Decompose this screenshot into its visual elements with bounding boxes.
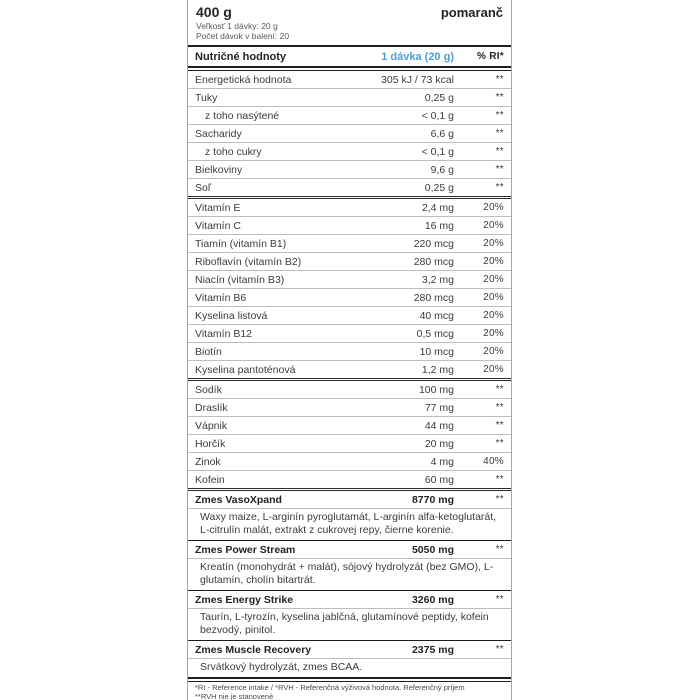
nutrient-value: 9,6 g	[430, 163, 454, 176]
nutrient-label: Tuky	[195, 91, 218, 104]
nutrient-ri-percent: **	[495, 128, 504, 139]
nutrient-ri-percent: 20%	[483, 274, 504, 285]
blend-ingredients-row: Taurín, L-tyrozín, kyselina jablčná, glutamínové peptidy, kofein bezvodý, pinitol.	[188, 608, 511, 640]
nutrient-ri-percent: 20%	[483, 292, 504, 303]
nutrient-row	[188, 252, 511, 270]
nutrient-ri-percent: **	[495, 384, 504, 395]
nutrient-value: 60 mg	[424, 473, 454, 486]
blend-header-row	[188, 640, 511, 658]
nutrient-value: 0,25 g	[424, 181, 454, 194]
nutrient-value: 3,2 mg	[421, 273, 454, 286]
nutrient-value: 6,6 g	[430, 127, 454, 140]
nutrient-value: 100 mg	[418, 383, 454, 396]
footnote-line: **RVH nie je stanovené	[195, 692, 274, 700]
nutrient-ri-percent: **	[495, 92, 504, 103]
nutrient-ri-percent: **	[495, 182, 504, 193]
nutrient-row	[188, 124, 511, 142]
blend-header-row	[188, 491, 511, 508]
product-flavor: pomaranč	[440, 5, 503, 20]
nutrient-row	[188, 106, 511, 124]
nutrient-row	[188, 306, 511, 324]
nutrient-ri-percent: **	[495, 402, 504, 413]
nutrient-value: 44 mg	[424, 419, 454, 432]
nutrient-value: 3260 mg	[411, 593, 454, 606]
nutrient-label: Zmes Energy Strike	[195, 593, 294, 606]
nutrient-ri-percent: **	[495, 494, 504, 505]
nutrient-value: 2,4 mg	[421, 201, 454, 214]
nutrient-label: Kofein	[195, 473, 225, 486]
blend-header-row	[188, 590, 511, 608]
nutrient-row	[188, 216, 511, 234]
nutrient-label: Horčík	[195, 437, 226, 450]
nutrient-row	[188, 270, 511, 288]
nutrient-row	[188, 234, 511, 252]
servings-per-pack-label: Počet dávok v balení: 20	[196, 30, 290, 41]
nutrient-label: Energetická hodnota	[195, 73, 292, 86]
nutrient-ri-percent: 20%	[483, 256, 504, 267]
nutrient-row	[188, 470, 511, 488]
nutrient-label: Sodík	[195, 383, 222, 396]
serving-size-label: Veľkosť 1 dávky: 20 g	[196, 21, 278, 31]
product-weight: 400 g	[196, 4, 232, 20]
nutrient-ri-percent: **	[495, 74, 504, 85]
nutrient-ri-percent: **	[495, 644, 504, 655]
nutrient-label: Kyselina pantoténová	[195, 363, 296, 376]
nutrient-label: Vitamín B12	[195, 327, 253, 340]
column-header-ri: % RI*	[476, 51, 504, 62]
nutrient-ri-percent: **	[495, 164, 504, 175]
nutrient-row	[188, 360, 511, 378]
nutrient-ri-percent: **	[495, 110, 504, 121]
nutrient-row	[188, 288, 511, 306]
product-header	[188, 0, 511, 43]
nutrient-value: 77 mg	[424, 401, 454, 414]
nutrient-row	[188, 342, 511, 360]
nutrient-ri-percent: **	[495, 146, 504, 157]
nutrient-label: Kyselina listová	[195, 309, 268, 322]
nutrient-ri-percent: **	[495, 474, 504, 485]
nutrient-label: Zinok	[195, 455, 221, 468]
nutrient-ri-percent: **	[495, 544, 504, 555]
nutrient-value: 305 kJ / 73 kcal	[381, 73, 454, 86]
nutrient-row	[188, 324, 511, 342]
blend-header-row	[188, 540, 511, 558]
nutrient-value: 280 mcg	[413, 291, 454, 304]
nutrient-label: Zmes VasoXpand	[195, 493, 282, 506]
nutrient-ri-percent: 20%	[483, 220, 504, 231]
nutrient-label: Tiamín (vitamín B1)	[195, 237, 287, 250]
nutrient-ri-percent: **	[495, 438, 504, 449]
nutrient-label: z toho nasýtené	[205, 109, 280, 122]
nutrient-row	[188, 434, 511, 452]
blend-ingredients-row: Kreatín (monohydrát + malát), sójový hydrolyzát (bez GMO), L-glutamín, cholín bitartrát.	[188, 558, 511, 590]
nutrient-ri-percent: 20%	[483, 328, 504, 339]
nutrient-value: 40 mcg	[419, 309, 454, 322]
nutrient-value: 0,25 g	[424, 91, 454, 104]
nutrient-row	[188, 381, 511, 398]
nutrient-row	[188, 160, 511, 178]
nutrient-value: 5050 mg	[411, 543, 454, 556]
nutrient-label: Sacharidy	[195, 127, 242, 140]
nutrient-value: 8770 mg	[411, 493, 454, 506]
nutrient-value: < 0,1 g	[421, 109, 454, 122]
footnote-line: *RI - Reference intake / *RVH - Referenčná výživová hodnota. Referenčný príjem	[195, 683, 465, 692]
nutrition-facts-panel	[187, 0, 512, 700]
nutrient-value: 1,2 mg	[421, 363, 454, 376]
nutrient-value: 2375 mg	[411, 643, 454, 656]
nutrient-label: Soľ	[195, 181, 211, 194]
nutrient-ri-percent: 20%	[483, 346, 504, 357]
nutrient-value: 280 mcg	[413, 255, 454, 268]
nutrient-label: Vitamín E	[195, 201, 241, 214]
nutrient-value: 10 mcg	[419, 345, 454, 358]
table-column-header	[188, 47, 511, 66]
nutrient-label: Vápnik	[195, 419, 228, 432]
nutrient-value: 0,5 mcg	[416, 327, 454, 340]
nutrient-value: 20 mg	[424, 437, 454, 450]
nutrient-label: Draslík	[195, 401, 228, 414]
nutrient-row	[188, 88, 511, 106]
nutrient-label: z toho cukry	[205, 145, 262, 158]
nutrient-row	[188, 178, 511, 196]
nutrient-label: Vitamín C	[195, 219, 241, 232]
nutrient-row	[188, 142, 511, 160]
nutrient-ri-percent: 20%	[483, 310, 504, 321]
nutrient-ri-percent: 20%	[483, 238, 504, 249]
nutrient-ri-percent: 20%	[483, 364, 504, 375]
nutrient-ri-percent: **	[495, 420, 504, 431]
nutrient-label: Riboflavín (vitamín B2)	[195, 255, 302, 268]
blend-ingredients-row: Srvátkový hydrolyzát, zmes BCAA.	[188, 658, 511, 677]
nutrient-label: Bielkoviny	[195, 163, 243, 176]
nutrient-label: Niacín (vitamín B3)	[195, 273, 285, 286]
nutrient-row	[188, 71, 511, 88]
nutrient-value: < 0,1 g	[421, 145, 454, 158]
product-header-row	[196, 4, 503, 20]
nutrient-row	[188, 416, 511, 434]
column-header-serving: 1 dávka (20 g)	[381, 50, 454, 63]
rows-container	[188, 71, 511, 677]
footnotes	[188, 682, 511, 700]
nutrient-ri-percent: 40%	[483, 456, 504, 467]
nutrient-ri-percent: 20%	[483, 202, 504, 213]
nutrient-value: 4 mg	[430, 455, 454, 468]
nutrient-label: Vitamín B6	[195, 291, 247, 304]
nutrient-row	[188, 398, 511, 416]
nutrient-label: Biotín	[195, 345, 222, 358]
nutrient-value: 220 mcg	[413, 237, 454, 250]
nutrient-label: Zmes Power Stream	[195, 543, 296, 556]
blend-ingredients-row: Waxy maize, L-arginín pyroglutamát, L-arginín alfa-ketoglutarát, L-citrulín malát, extrakt z cukrovej repy, čierne korenie.	[188, 508, 511, 540]
column-header-nutrients: Nutričné hodnoty	[195, 50, 287, 63]
nutrient-value: 16 mg	[424, 219, 454, 232]
nutrient-row	[188, 452, 511, 470]
nutrient-row	[188, 199, 511, 216]
nutrient-ri-percent: **	[495, 594, 504, 605]
nutrient-label: Zmes Muscle Recovery	[195, 643, 312, 656]
